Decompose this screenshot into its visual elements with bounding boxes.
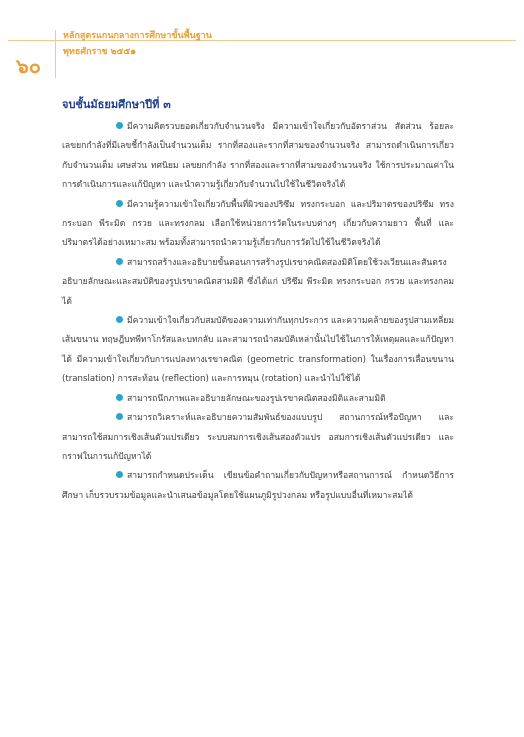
bullet-icon — [116, 316, 123, 323]
outcome-paragraph — [62, 312, 454, 390]
outcome-paragraph — [62, 409, 454, 467]
outcome-text: สามารถกำหนดประเด็น เขียนข้อคำถามเกี่ยวกับปัญหาหรือสถานการณ์ กำหนดวิธีการศึกษา เก็บรวบรวมข้อมูลและนำเสนอข้อมูลโดยใช้แผนภูมิรูปวงกลม หรือรูปแบบอื่นที่เหมาะสมได้ — [62, 471, 454, 501]
bullet-icon — [116, 471, 123, 478]
outcome-paragraph — [62, 390, 454, 409]
running-head-year: พุทธศักราช ๒๕๕๑ — [63, 47, 136, 57]
learning-outcomes — [62, 118, 454, 506]
page-number: ๖๐ — [16, 54, 41, 78]
bullet-icon — [116, 200, 123, 207]
section-title: จบชั้นมัธยมศึกษาปีที่ ๓ — [62, 98, 171, 111]
running-head — [63, 28, 212, 60]
bullet-icon — [116, 258, 123, 265]
header-divider — [55, 30, 56, 78]
outcome-text: สามารถนึกภาพและอธิบายลักษณะของรูปเรขาคณิตสองมิติและสามมิติ — [127, 393, 386, 404]
bullet-icon — [116, 122, 123, 129]
bullet-icon — [116, 394, 123, 401]
outcome-text: สามารถสร้างและอธิบายขั้นตอนการสร้างรูปเรขาคณิตสองมิติโดยใช้วงเวียนและสันตรง อธิบายลักษณะและสมบัติของรูปเรขาคณิตสามมิติ ซึ่งได้แก่ ปริซึม พีระมิด ทรงกระบอก กรวย และทรงกลมได้ — [62, 257, 454, 307]
outcome-text: มีความเข้าใจเกี่ยวกับสมบัติของความเท่ากันทุกประการ และความคล้ายของรูปสามเหลี่ยม เส้นขนาน ทฤษฎีบทพีทาโกรัสและบทกลับ และสามารถนำสมบัติเหล่านั้นไปใช้ในการให้เหตุผลและแก้ปัญหาได้ มีความเข้าใจเกี่ยวกับการแปลงทางเรขาคณิต (geometric transformation) ในเรื่องการเลื่อนขนาน (translation) การสะท้อน (reflection) และการหมุน (rotation) และนำไปใช้ได้ — [62, 316, 454, 385]
outcome-paragraph — [62, 118, 454, 196]
outcome-paragraph — [62, 467, 454, 506]
bullet-icon — [116, 413, 123, 420]
running-head-title: หลักสูตรแกนกลางการศึกษาขั้นพื้นฐาน — [63, 31, 212, 41]
outcome-text: มีความคิดรวบยอดเกี่ยวกับจำนวนจริง มีความเข้าใจเกี่ยวกับอัตราส่วน สัดส่วน ร้อยละ เลขยกกำลังที่มีเลขชี้กำลังเป็นจำนวนเต็ม รากที่สองและรากที่สามของจำนวนจริง สามารถดำเนินการเกี่ยวกับจำนวนเต็ม เศษส่วน ทศนิยม เลขยกกำลัง รากที่สองและรากที่สามของจำนวนจริง ใช้การประมาณค่าในการดำเนินการและแก้ปัญหา และนำความรู้เกี่ยวกับจำนวนไปใช้ในชีวิตจริงได้ — [62, 122, 454, 191]
outcome-paragraph — [62, 254, 454, 312]
outcome-text: สามารถวิเคราะห์และอธิบายความสัมพันธ์ของแบบรูป สถานการณ์หรือปัญหา และสามารถใช้สมการเชิงเส้นตัวแปรเดียว ระบบสมการเชิงเส้นสองตัวแปร อสมการเชิงเส้นตัวแปรเดียว และกราฟในการแก้ปัญหาได้ — [62, 413, 454, 462]
outcome-text: มีความรู้ความเข้าใจเกี่ยวกับพื้นที่ผิวของปริซึม ทรงกระบอก และปริมาตรของปริซึม ทรงกระบอก พีระมิด กรวย และทรงกลม เลือกใช้หน่วยการวัดในระบบต่างๆ เกี่ยวกับความยาว พื้นที่ และปริมาตรได้อย่างเหมาะสม พร้อมทั้งสามารถนำความรู้เกี่ยวกับการวัดไปใช้ในชีวิตจริงได้ — [62, 199, 454, 249]
outcome-paragraph — [62, 196, 454, 254]
